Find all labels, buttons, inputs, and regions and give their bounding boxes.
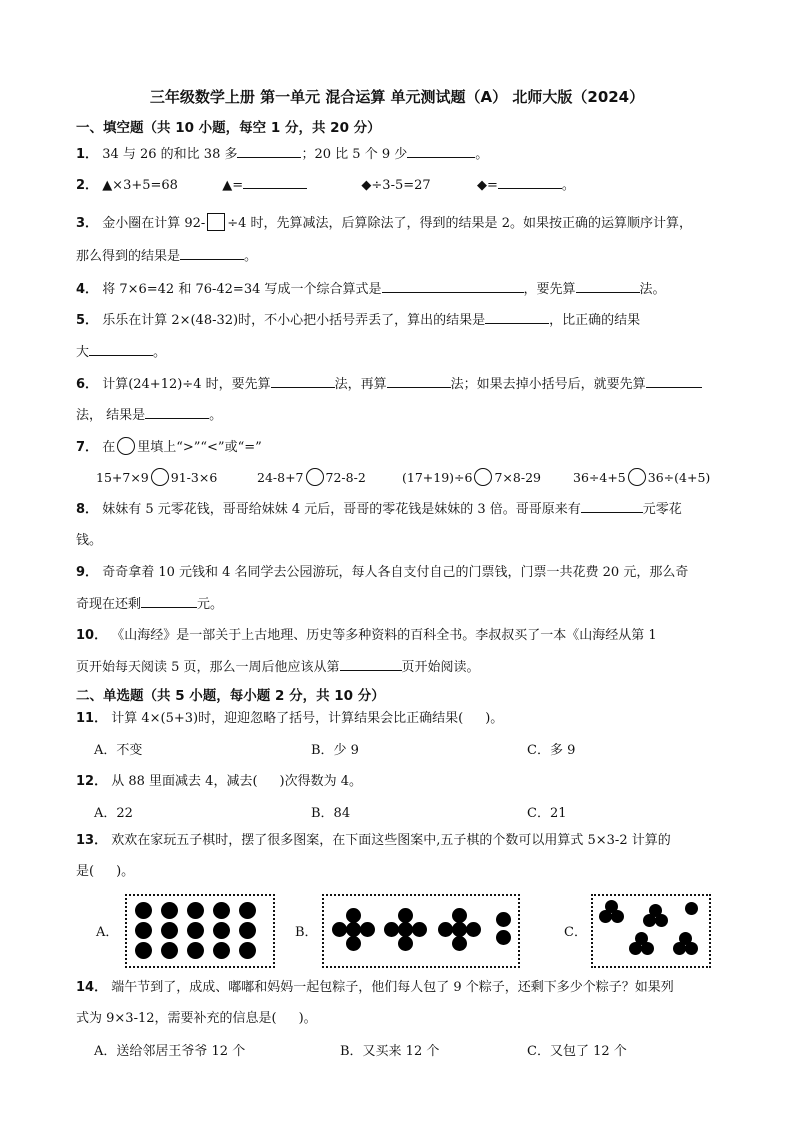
question-number: 7． [76, 440, 99, 455]
question-2 [76, 176, 575, 195]
question-text: 。 [244, 249, 258, 264]
option-c[interactable]: C．多 9 [527, 743, 576, 758]
question-text: ，比正确的结果 [549, 313, 641, 328]
stone-dot [332, 922, 347, 937]
question-number: 11． [76, 711, 108, 726]
option-c[interactable]: C．21 [527, 806, 567, 821]
stone-dot [135, 942, 152, 959]
stone-dot [398, 936, 413, 951]
comparison-item [257, 468, 366, 486]
question-text: 奇现在还剩 [76, 597, 142, 612]
equation: ◆= [476, 178, 498, 193]
expression-right: 91-3×6 [170, 470, 218, 485]
question-9 [76, 564, 688, 582]
question-number: 6． [76, 377, 99, 392]
question-text: 计算(24+12)÷4 时，要先算 [102, 377, 271, 392]
question-text: 那么得到的结果是 [76, 249, 181, 264]
question-8-line-2 [76, 532, 102, 550]
equation: ◆÷3-5=27 [361, 178, 431, 193]
question-number: 14． [76, 980, 108, 995]
stone-dot [412, 922, 427, 937]
expression-right: 7×8-29 [494, 470, 541, 485]
option-a[interactable]: A．22 [94, 806, 133, 821]
option-a[interactable]: A．不变 [94, 743, 143, 758]
stone-dot [239, 902, 256, 919]
answer-blank[interactable] [237, 145, 301, 158]
stone-dot [187, 902, 204, 919]
stone-dot [161, 922, 178, 939]
option-a[interactable]: A．送给邻居王爷爷 12 个 [94, 1044, 246, 1059]
question-text: 元零花 [642, 502, 682, 517]
question-text: 妹妹有 5 元零花钱，哥哥给妹妹 4 元后，哥哥的零花钱是妹妹的 3 倍。哥哥原来有 [102, 502, 581, 517]
stone-dot [452, 922, 467, 937]
question-number: 3． [76, 216, 99, 231]
section-fill-in-title: 一、填空题（共 10 小题，每空 1 分，共 20 分） [76, 120, 381, 136]
question-text: 欢欢在家玩五子棋时，摆了很多图案，在下面这些图案中,五子棋的个数可以用算式 5×3-2 计算的 [111, 833, 671, 848]
question-text: ÷4 时，先算减法，后算除法了，得到的结果是 2。如果按正确的运算顺序计算， [227, 216, 692, 231]
question-text: 将 7×6=42 和 76-42=34 写成一个综合算式是 [102, 282, 382, 297]
compare-circle[interactable] [474, 468, 492, 486]
question-5 [76, 311, 640, 330]
answer-blank[interactable] [340, 658, 402, 671]
compare-circle[interactable] [628, 468, 646, 486]
answer-blank[interactable] [89, 343, 153, 356]
stone-dot [239, 942, 256, 959]
compare-circle[interactable] [151, 468, 169, 486]
question-12 [76, 773, 362, 791]
stone-dot [187, 922, 204, 939]
question-text: 。 [209, 408, 223, 423]
pattern-label-c[interactable]: C． [564, 925, 587, 940]
answer-blank[interactable] [145, 406, 209, 419]
question-text: )。 [298, 1011, 317, 1026]
question-8 [76, 500, 682, 519]
question-text: 里填上“>”“<”或“=” [137, 440, 262, 455]
answer-blank[interactable] [387, 375, 451, 388]
pattern-label-a[interactable]: A． [96, 925, 119, 940]
question-text: 。 [561, 178, 575, 193]
question-3 [76, 213, 692, 233]
stone-dot [398, 908, 413, 923]
missing-number-box[interactable] [207, 213, 225, 231]
expression-left: (17+19)÷6 [402, 470, 473, 485]
question-number: 13． [76, 833, 108, 848]
question-text: )。 [485, 711, 504, 726]
question-text: 元。 [197, 597, 224, 612]
question-text: 端午节到了，成成、嘟嘟和妈妈一起包粽子，他们每人包了 9 个粽子，还剩下多少个粽子？如果列 [111, 980, 674, 995]
stone-dot [398, 922, 413, 937]
answer-blank[interactable] [498, 176, 562, 189]
stone-dot [346, 908, 361, 923]
comparison-item [573, 468, 710, 486]
question-text: 页开始阅读。 [401, 660, 480, 675]
equation: ▲= [222, 178, 244, 193]
question-number: 8． [76, 502, 99, 517]
stone-dot [496, 930, 511, 945]
stone-dot [213, 942, 230, 959]
expression-right: 36÷(4+5) [647, 470, 711, 485]
stone-dot [135, 902, 152, 919]
stone-dot [161, 942, 178, 959]
question-10-line-2 [76, 658, 480, 677]
stone-dot [438, 922, 453, 937]
stone-dot [496, 912, 511, 927]
question-text: 《山海经》是一部关于上古地理、历史等多种资料的百科全书。李叔叔买了一本《山海经从第 1 [111, 628, 657, 643]
stone-dot [187, 942, 204, 959]
question-7 [76, 437, 262, 457]
stone-dot [384, 922, 399, 937]
question-text: 乐乐在计算 2×(48-32)时，不小心把小括号弄丢了，算出的结果是 [102, 313, 486, 328]
stone-dot [679, 932, 692, 945]
question-5-line-2 [76, 343, 166, 362]
answer-blank[interactable] [485, 311, 549, 324]
question-number: 10． [76, 628, 108, 643]
pattern-a-stones[interactable] [125, 894, 275, 968]
stone-dot [360, 922, 375, 937]
question-11 [76, 710, 503, 728]
question-text: 法， 结果是 [76, 408, 146, 423]
question-10 [76, 627, 657, 645]
answer-blank[interactable] [243, 176, 307, 189]
section-single-choice-title: 二、单选题（共 5 小题，每小题 2 分，共 10 分） [76, 688, 385, 704]
stone-dot [635, 932, 648, 945]
question-text: ；20 比 5 个 9 少 [301, 147, 408, 162]
question-14-line-2 [76, 1010, 317, 1028]
stone-dot [452, 936, 467, 951]
stone-dot [161, 902, 178, 919]
question-13-line-2 [76, 863, 134, 881]
question-text: 式为 9×3-12，需要补充的信息是( [76, 1011, 277, 1026]
question-6 [76, 375, 702, 394]
answer-blank[interactable] [141, 595, 197, 608]
comparison-item [402, 468, 541, 486]
answer-blank[interactable] [646, 375, 702, 388]
page-title: 三年级数学上册 第一单元 混合运算 单元测试题（A） 北师大版（2024） [149, 88, 645, 106]
question-number: 9． [76, 565, 99, 580]
stone-dot [685, 902, 698, 915]
stone-dot [466, 922, 481, 937]
option-b[interactable]: B．又买来 12 个 [340, 1044, 440, 1059]
stone-dot [213, 922, 230, 939]
stone-dot [213, 902, 230, 919]
question-9-line-2 [76, 595, 223, 614]
question-6-line-2 [76, 406, 222, 425]
question-text: 金小圈在计算 92- [102, 216, 206, 231]
question-text: ，要先算 [523, 282, 576, 297]
question-number: 1． [76, 147, 99, 162]
expression-right: 72-8-2 [325, 470, 366, 485]
question-text: 从 88 里面减去 4，减去( [111, 774, 258, 789]
question-text: 法。 [639, 282, 666, 297]
stone-dot [649, 904, 662, 917]
answer-blank[interactable] [407, 145, 475, 158]
question-text: 法，再算 [334, 377, 387, 392]
pattern-label-b[interactable]: B． [295, 925, 318, 940]
question-text: 在 [102, 440, 116, 455]
question-number: 2． [76, 178, 99, 193]
expression-left: 24-8+7 [257, 470, 304, 485]
stone-dot [346, 936, 361, 951]
option-b[interactable]: B．84 [311, 806, 351, 821]
circle-icon [117, 437, 135, 455]
question-text: 计算 4×(5+3)时，迎迎忽略了括号，计算结果会比正确结果( [111, 711, 464, 726]
question-text: 。 [153, 345, 167, 360]
question-text: 34 与 26 的和比 38 多 [102, 147, 238, 162]
question-text: 是( [76, 864, 95, 879]
expression-left: 36÷4+5 [573, 470, 626, 485]
question-number: 4． [76, 282, 99, 297]
question-text: 法；如果去掉小括号后，就要先算 [450, 377, 646, 392]
question-3-line-2 [76, 247, 257, 266]
equation: ▲×3+5=68 [102, 178, 178, 193]
stone-dot [239, 922, 256, 939]
question-13 [76, 832, 671, 850]
question-text: 。 [475, 147, 489, 162]
option-b[interactable]: B．少 9 [311, 743, 359, 758]
pattern-b-stones[interactable] [322, 894, 520, 968]
question-4 [76, 280, 666, 299]
question-text: 页开始每天阅读 5 页，那么一周后他应该从第 [76, 660, 340, 675]
stone-dot [135, 922, 152, 939]
stone-dot [346, 922, 361, 937]
answer-blank[interactable] [576, 280, 640, 293]
stone-dot [452, 908, 467, 923]
answer-blank[interactable] [271, 375, 335, 388]
answer-blank[interactable] [180, 247, 244, 260]
expression-left: 15+7×9 [96, 470, 149, 485]
question-text: 钱。 [76, 533, 103, 548]
compare-circle[interactable] [306, 468, 324, 486]
question-text: 奇奇拿着 10 元钱和 4 名同学去公园游玩，每人各自支付自己的门票钱，门票一共花费 20 元，那么奇 [102, 565, 689, 580]
option-c[interactable]: C．又包了 12 个 [527, 1044, 627, 1059]
question-text: )。 [116, 864, 135, 879]
question-1 [76, 145, 488, 164]
comparison-item [96, 468, 217, 486]
question-text: 大 [76, 345, 90, 360]
question-text: )次得数为 4。 [279, 774, 363, 789]
answer-blank[interactable] [581, 500, 643, 513]
question-14 [76, 979, 674, 997]
question-number: 12． [76, 774, 108, 789]
stone-dot [605, 900, 618, 913]
question-number: 5． [76, 313, 99, 328]
answer-blank[interactable] [382, 280, 524, 293]
pattern-c-stones[interactable] [591, 894, 711, 968]
